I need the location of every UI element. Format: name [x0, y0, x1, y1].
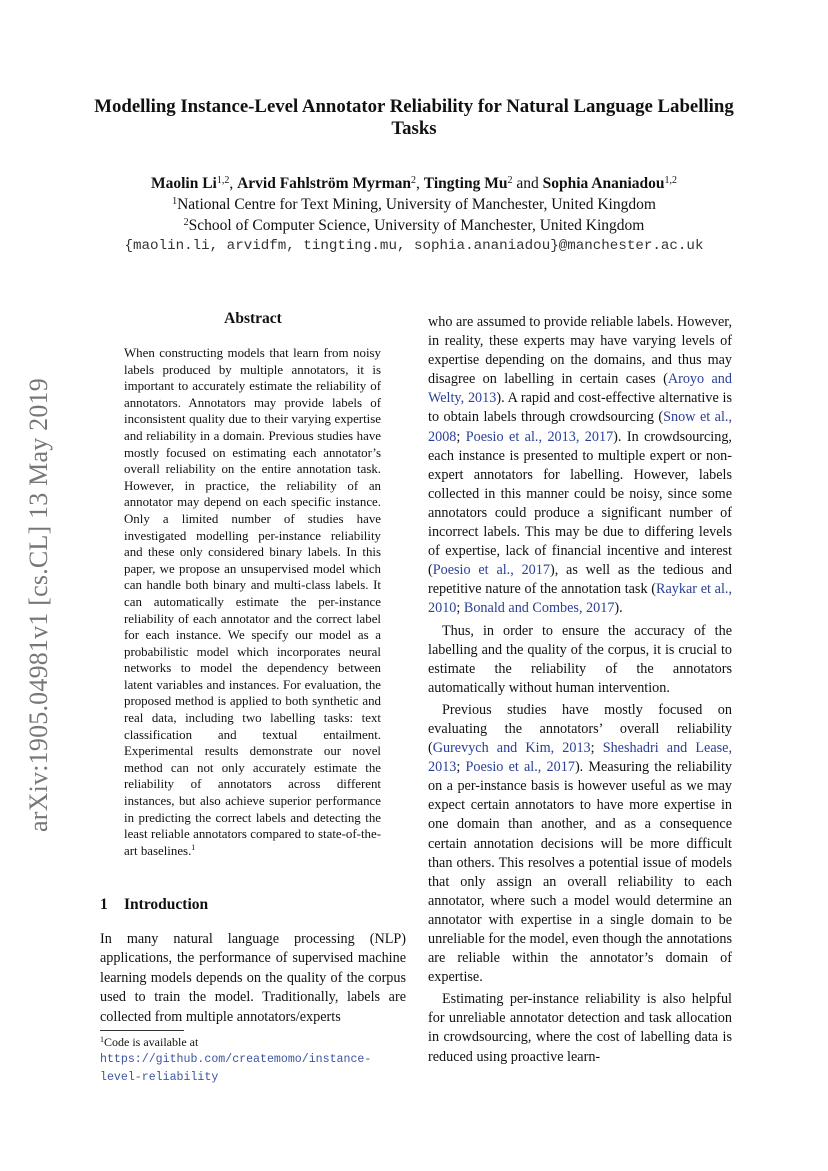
citation-link[interactable]: Gurevych and Kim, 2013	[432, 740, 591, 757]
footnote-rule	[100, 1030, 184, 1031]
author-affil-mark: 2	[507, 175, 513, 186]
arxiv-id: arXiv:1905.04981v1 [cs.CL] 13 May 2019	[24, 378, 54, 832]
author-name: Sophia Ananiadou	[542, 175, 665, 192]
footnote-text: Code is available at	[104, 1035, 199, 1049]
intro-paragraph-left: In many natural language processing (NLP) applications, the performance of supervised machine learning models depends on the quality of the corpus used to train the model. Traditionally, labels are collected from multiple annotators/experts	[100, 931, 406, 1025]
abstract-heading: Abstract	[224, 310, 282, 327]
author-block	[90, 173, 738, 257]
code-link[interactable]: https://github.com/createmomo/instance-level-reliability	[100, 1053, 372, 1084]
author-emails: {maolin.li, arvidfm, tingting.mu, sophia.ananiadou}@manchester.ac.uk	[124, 238, 704, 254]
intro-paragraph: Thus, in order to ensure the accuracy of the labelling and the quality of the corpus, it is crucial to estimate the reliability of the annotators automatically without human intervention.	[428, 622, 732, 696]
author-name: Arvid Fahlström Myrman	[237, 175, 412, 192]
affiliation	[90, 215, 738, 236]
author-line: Maolin Li$^{1,2}$, Arvid Fahlström Myrman$^2$, Tingting Mu$^2$ and Sophia Ananiadou$^{1,2}$	[150, 175, 678, 192]
paper-title: Modelling Instance-Level Annotator Reliability for Natural Language Labelling Tasks	[94, 96, 734, 139]
citation-link[interactable]: Bonald and Combes, 2017	[463, 600, 615, 617]
abstract-text: When constructing models that learn from noisy labels produced by multiple annotators, it is important to accurately estimate the reliability of annotators. Annotators may provide labels of inconsistent quality due to their varying expertise and reliability in a domain. Previous studies have mostly focused on estimating each annotator’s overall reliability on the entire annotation task. However, in practice, the reliability of an annotator may depend on each specific instance. Only a limited number of studies have investigated modelling per-instance reliability and these only considered binary labels. In this paper, we propose an unsupervised model which can handle both binary and multi-class labels. It can automatically estimate the per-instance reliability of each annotator and the correct label for each instance. We specify our model as a probabilistic model which incorporates neural networks to model the dependency between latent variables and instances. For evaluation, the proposed method is applied to both synthetic and real data, including two labelling tasks: text classification and textual entailment. Experimental results demonstrate our novel method can not only accurately estimate the reliability of annotators across different instances, but also achieve superior performance in predicting the correct labels and detecting the least reliable annotators compared to state-of-the-art baselines.	[124, 346, 381, 858]
author-name: Maolin Li	[150, 175, 217, 192]
abstract-body	[124, 345, 381, 859]
footnote	[100, 1034, 406, 1086]
section-heading-introduction	[100, 896, 406, 914]
affiliation-mark: 2	[183, 217, 189, 228]
citation-link[interactable]: Poesio et al., 2013, 2017	[465, 428, 614, 445]
intro-paragraph: Estimating per-instance reliability is also helpful for unreliable annotator detection and task allocation in crowdsourcing, where the cost of labelling data is reduced using proactive learn-	[428, 991, 732, 1065]
citation-link[interactable]: Raykar et al., 2010	[428, 581, 732, 617]
citation-link[interactable]: Aroyo and Welty, 2013	[428, 371, 732, 407]
affiliation-list	[90, 194, 738, 236]
footnote-ref[interactable]: 1	[191, 842, 196, 852]
intro-right-column	[428, 313, 732, 1067]
affiliation-text: National Centre for Text Mining, University of Manchester, United Kingdom	[177, 196, 656, 213]
citation-link[interactable]: Snow et al., 2008	[428, 409, 733, 445]
affiliation-mark: 1	[172, 196, 178, 207]
section-title: Introduction	[124, 896, 209, 913]
author-affil-mark: 1,2	[216, 175, 230, 186]
arxiv-sidebar-stamp	[18, 357, 60, 853]
footnote-mark: 1	[100, 1035, 104, 1044]
intro-paragraph: who are assumed to provide reliable labels. However, in reality, these experts may have varying levels of expertise depending on the domains, and thus may disagree on labelling in certain cases (Aroyo and Welty, 2013). A rapid and cost-effective alternative is to obtain labels through crowdsourcing (Snow et al., 2008; Poesio et al., 2013, 2017). In crowdsourcing, each instance is presented to multiple expert or non-expert annotators for labelling. However, labels collected in this manner could be noisy, since some annotators could produce a significant number of incorrect labels. This may be due to differing levels of expertise, lack of financial incentive and interest (Poesio et al., 2017), as well as the tedious and repetitive nature of the annotation task (Raykar et al., 2010; Bonald and Combes, 2017).	[428, 314, 733, 617]
author-affil-mark: 2	[411, 175, 417, 186]
author-affil-mark: 1,2	[664, 175, 678, 186]
affiliation-text: School of Computer Science, University of Manchester, United Kingdom	[188, 217, 645, 234]
citation-link[interactable]: Sheshadri and Lease, 2013	[428, 740, 732, 776]
affiliation	[90, 194, 738, 215]
citation-link[interactable]: Poesio et al., 2017	[465, 759, 575, 776]
author-name: Tingting Mu	[423, 175, 508, 192]
section-number: 1	[100, 896, 108, 913]
intro-paragraph: Previous studies have mostly focused on evaluating the annotators’ overall reliability (Gurevych and Kim, 2013; Sheshadri and Lease, 2013; Poesio et al., 2017). Measuring the reliability on a per-instance basis is however useful as we may expect certain annotators to have more expertise in one domain than another, and as a consequence certain annotation decisions will be more difficult than others. This resolves a potential issue of models that only assign an overall reliability to each annotator, where such a model would determine an annotator with expertise in a single domain to be unreliable for the model, even though the annotations are reliable within the annotator’s domain of expertise.	[428, 701, 732, 986]
citation-link[interactable]: Poesio et al., 2017	[432, 562, 550, 579]
